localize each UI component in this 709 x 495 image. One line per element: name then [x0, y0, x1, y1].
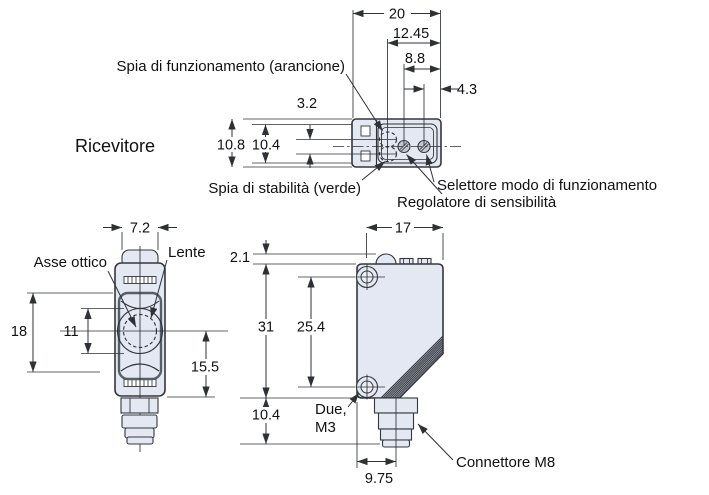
section-title: Ricevitore [75, 136, 156, 156]
label-optical-axis: Asse ottico [33, 254, 107, 271]
dim-side-connector-offset: 9.75 [364, 471, 394, 487]
dim-front-window-height: 18 [10, 324, 28, 340]
top-view [75, 6, 657, 211]
m8-connector-front [121, 398, 158, 444]
front-view [11, 221, 228, 453]
top-screw-tabs [400, 259, 431, 265]
led-dome-icon [376, 254, 396, 264]
side-view [230, 220, 555, 487]
cable-slot-icon [361, 126, 370, 136]
dim-top-led-pitch: 3.2 [296, 96, 318, 112]
label-mode-selector: Selettore modo di funzionamento [437, 177, 658, 194]
label-stability-led: Spia di stabilità (verde) [208, 180, 361, 197]
dim-front-head-width: 7.2 [129, 220, 151, 237]
dim-top-overall-width: 20 [388, 6, 406, 23]
label-operation-led: Spia di funzionamento (arancione) [116, 58, 345, 75]
dim-front-center-to-bottom: 15.5 [190, 359, 220, 376]
label-two-m3-line1: Due, [315, 401, 347, 418]
dim-top-led-to-rear: 12.45 [392, 26, 430, 42]
dim-top-adjuster-to-rear: 8.8 [404, 51, 426, 67]
dim-top-selector-offset: 4.3 [456, 82, 478, 98]
dim-side-top-protrusion: 2.1 [229, 250, 251, 266]
dim-top-inner-height: 10.4 [251, 137, 281, 154]
dim-side-hole-pitch: 25.4 [296, 319, 326, 336]
label-lens: Lente [168, 244, 206, 261]
label-connector: Connettore M8 [456, 454, 556, 471]
dim-side-connector-length: 10.4 [251, 407, 281, 424]
dim-side-depth: 17 [394, 220, 412, 237]
dim-top-overall-height: 10.8 [216, 137, 246, 154]
dim-front-lens-diameter: 11 [63, 324, 79, 340]
label-sensitivity-adjuster: Regolatore di sensibilità [397, 194, 557, 211]
dim-side-body-height: 31 [257, 319, 275, 336]
cable-slot-icon [361, 151, 370, 161]
label-two-m3-line2: M3 [315, 419, 336, 436]
